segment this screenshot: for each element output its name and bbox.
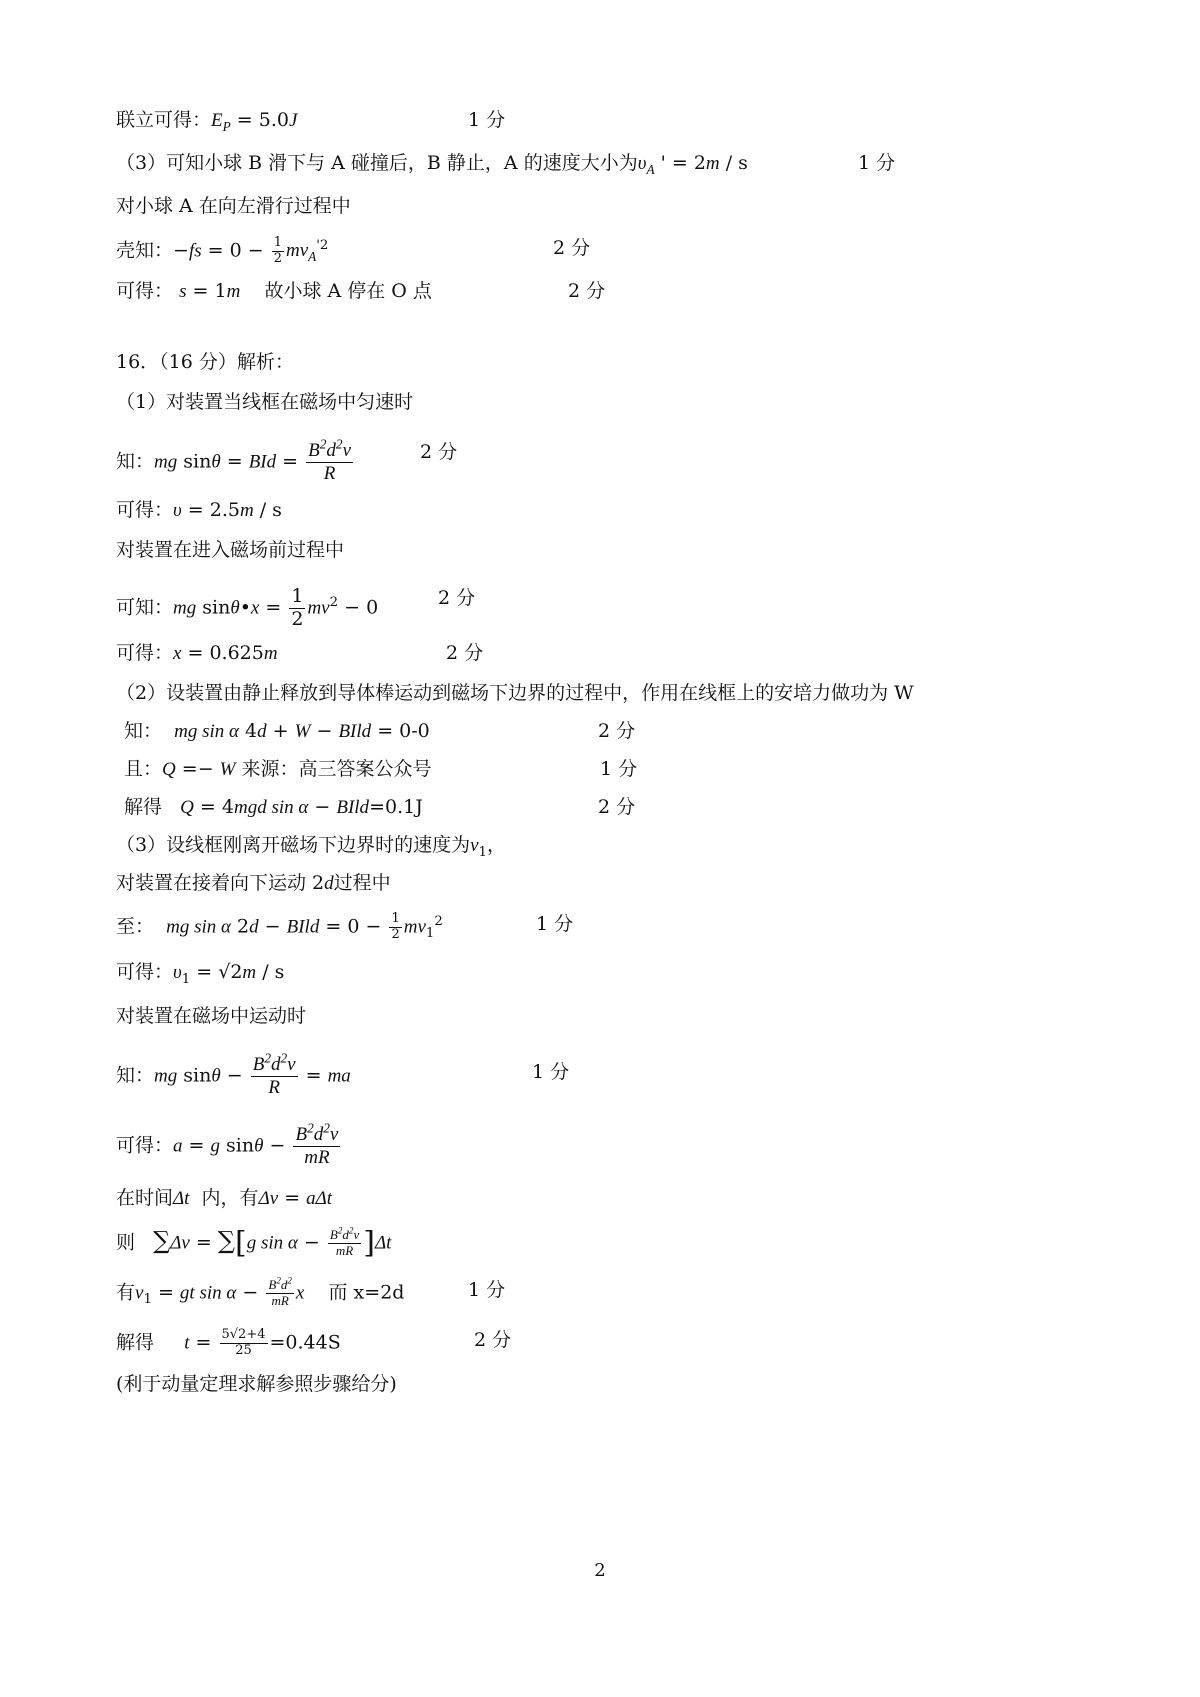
line-text: （3）设线框刚离开磁场下边界时的速度为 <box>116 834 471 856</box>
line-velocity-1: 可得：$\upsilon_1 = √2m / s$ <box>116 961 285 987</box>
line-text: 而 x=2d <box>328 1281 405 1304</box>
line-prefix: 解得 <box>116 1331 155 1354</box>
line-prefix: 有 <box>116 1281 136 1304</box>
line-prefix: 可得： <box>116 499 174 521</box>
score: 2 分 <box>568 280 606 302</box>
question-header: 16．（16 分）解析： <box>116 351 294 373</box>
line-text: 来源：高三答案公众号 <box>241 758 432 780</box>
line-prefix: 可知： <box>116 596 174 619</box>
line-sum: 则 ∑Δv = ∑[g sin α − $\frac{B^2d^2v}{mR}$ ]Δt <box>116 1225 392 1261</box>
line-text: （3）可知小球 B 滑下与 A 碰撞后，B 静止，A 的速度大小为 <box>116 152 638 174</box>
line-newton: 知：mg sinθ − $\frac{B^2d^2v}{R}$ = ma <box>116 1050 351 1098</box>
part-heading: （2）设装置由静止释放到导体棒运动到磁场下边界的过程中，作用在线框上的安培力做功为 W <box>116 682 914 704</box>
line-equilibrium: 知：mg sinθ = BId = $\frac{B^2d^2v}{R}$ <box>116 436 351 484</box>
line-energy-2d: 至： mg sin α 2d − BIld = 0 − $\frac{1}{2}$ $mv_1^2$ <box>116 911 443 942</box>
line-text: 对小球 A 在向左滑行过程中 <box>116 195 351 217</box>
line-prefix: 知： <box>124 720 163 742</box>
line-prefix: 联立可得： <box>116 109 212 131</box>
line-work-energy: 壳知：−fs = 0 − $\frac{1}{2}$ $mv_A^{'2}$ <box>116 235 329 266</box>
score: 2 分 <box>438 587 476 609</box>
line-distance: 可得： s = 1m 故小球 A 停在 O 点 <box>116 280 432 302</box>
line-prefix: 可得： <box>116 1134 174 1157</box>
score: 2 分 <box>420 441 458 463</box>
part-heading: （3）设线框刚离开磁场下边界时的速度为$v_1$， <box>116 834 507 860</box>
line-prefix: 则 <box>116 1231 136 1254</box>
line-prefix: 壳知： <box>116 239 174 262</box>
line-heat-result: 解得 Q = 4mgd sin α − BIld=0.1J <box>124 796 423 818</box>
line-prefix: 可得： <box>116 961 174 983</box>
score: 1 分 <box>600 758 638 780</box>
line-prefix: 可得： <box>116 642 174 664</box>
line-v1-expression: 有$v_1$ = gt sin α − $\frac{B^2d^2}{mR}$ x 而 x=2d <box>116 1275 405 1308</box>
line-prefix: 在时间 <box>116 1187 174 1209</box>
line-work: 知： mg sin α 4d + W − BIld = 0-0 <box>124 720 430 742</box>
line-text: 对装置在接着向下运动 2 <box>116 872 325 894</box>
score: 2 分 <box>598 796 636 818</box>
line-text: 对装置在接着向下运动 2d过程中 <box>116 872 391 894</box>
line-distance-x: 可得：x = 0.625m <box>116 642 278 664</box>
score: 1 分 <box>468 109 506 131</box>
score: 1 分 <box>468 1279 506 1301</box>
score: 2 分 <box>446 642 484 664</box>
line-prefix: 知： <box>116 1064 155 1087</box>
line-prefix: 且： <box>124 758 163 780</box>
line-text: 过程中 <box>333 872 391 894</box>
line-acceleration: 可得：a = g sinθ − $\frac{B^2d^2v}{mR}$ <box>116 1120 339 1168</box>
line-prefix: 知： <box>116 450 155 473</box>
line-prefix: 解得 <box>124 796 163 818</box>
line-ep: 联立可得：$E_P = 5.0J$ <box>116 109 298 134</box>
score: 2 分 <box>598 720 636 742</box>
line-text: 内，有 <box>201 1187 259 1209</box>
score: 1 分 <box>858 152 896 174</box>
line-time-result: 解得 t = $\frac{5√2+4}{25}$ =0.44S <box>116 1327 341 1358</box>
score: 2 分 <box>553 237 591 259</box>
line-delta: 在时间Δt 内，有Δv = aΔt <box>116 1187 333 1209</box>
score: 1 分 <box>536 913 574 935</box>
footnote: (利于动量定理求解参照步骤给分) <box>116 1373 397 1395</box>
line-velocity: 可得：υ = 2.5m / s <box>116 499 282 521</box>
line-text: 故小球 A 停在 O 点 <box>264 280 432 302</box>
line-heat: 且：Q =− W 来源：高三答案公众号 <box>124 758 432 780</box>
line-prefix: 可得： <box>116 280 174 302</box>
page-number: 2 <box>594 1560 606 1581</box>
score: 1 分 <box>532 1061 570 1083</box>
line-part3-collision: （3）可知小球 B 滑下与 A 碰撞后，B 静止，A 的速度大小为$\upsilon_A$ ' = 2m / s <box>116 152 748 177</box>
line-energy: 可知：mg sinθ•x = $\frac{1}{2}$ $mv^2 - 0$ <box>116 585 379 630</box>
part-heading: （1）对装置当线框在磁场中匀速时 <box>116 391 414 413</box>
line-text: 对装置在磁场中运动时 <box>116 1005 307 1027</box>
line-prefix: 至： <box>116 915 155 938</box>
line-text: 对装置在进入磁场前过程中 <box>116 539 345 561</box>
score: 2 分 <box>474 1329 512 1351</box>
